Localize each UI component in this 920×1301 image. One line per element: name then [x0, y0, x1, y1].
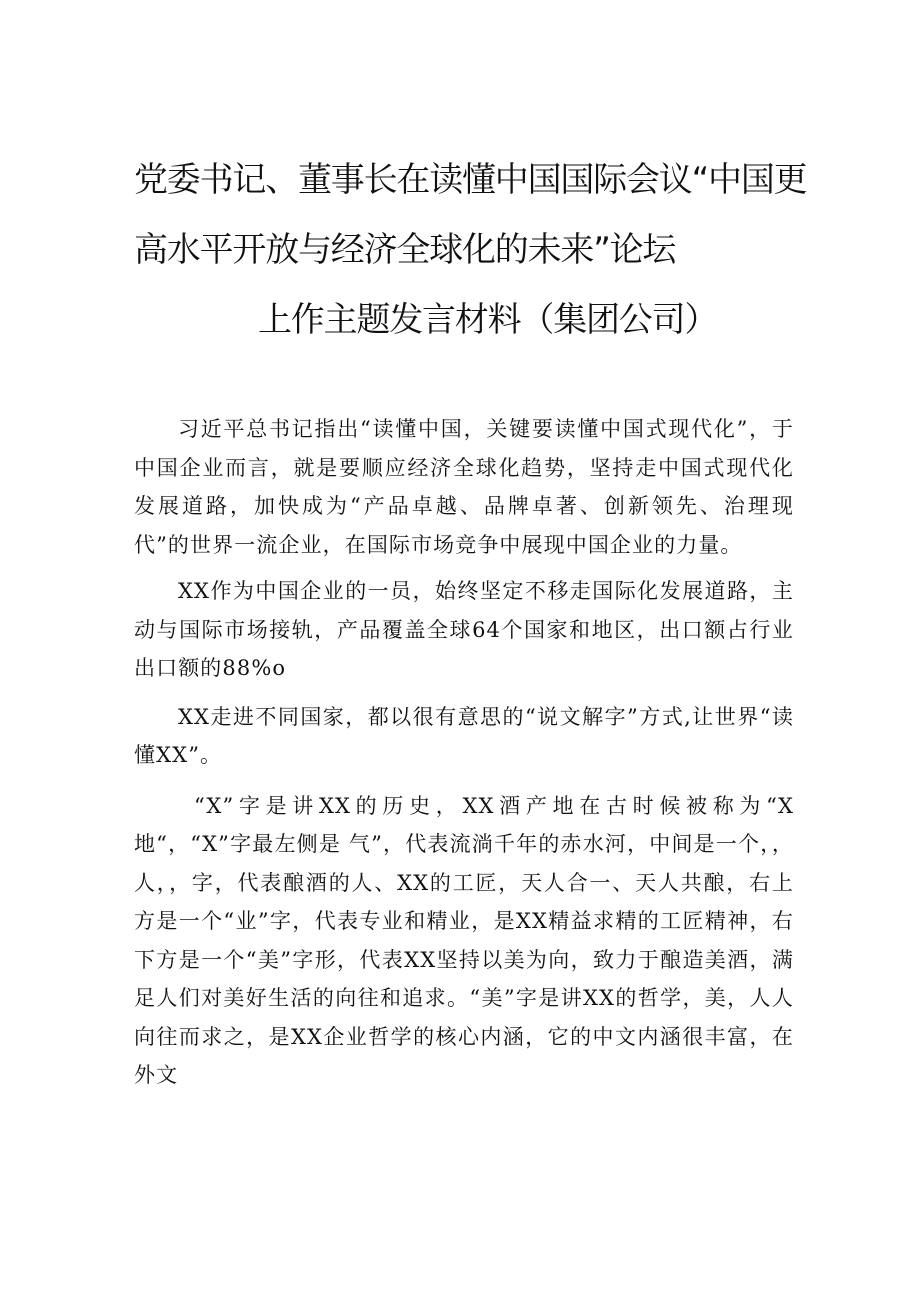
paragraph-2: XX作为中国企业的一员，始终坚定不移走国际化发展道路，主动与国际市场接轨，产品覆盖全球64个国家和地区，出口额占行业出口额的88%o	[134, 579, 794, 680]
document-body	[134, 410, 794, 1095]
paragraph-3: XX走进不同国家，都以很有意思的“说文解字”方式,让世界“读懂XX”。	[134, 704, 794, 767]
paragraph-1: 习近平总书记指出“读懂中国，关键要读懂中国式现代化”，于中国企业而言，就是要顺应经济全球化趋势，坚持走中国式现代化发展道路，加快成为“产品卓越、品牌卓著、创新领先、治理现代”的世界一流企业，在国际市场竞争中展现中国企业的力量。	[134, 417, 794, 557]
title-line-3: 上作主题发言材料（集团公司）	[258, 300, 718, 340]
title-line-1: 党委书记、董事长在读懂中国国际会议“中国更	[134, 160, 807, 200]
title-line-2: 高水平开放与经济全球化的未来”论坛	[134, 230, 676, 270]
paragraph-4: “X”字是讲XX的历史，XX酒产地在古时候被称为“X地“，“X”字最左侧是 气”，代表流淌千年的赤水河，中间是一个，，人，，字，代表酿酒的人、XX的工匠，天人合一、天人共酿，右上方是一个“业”字，代表专业和精业，是XX精益求精的工匠精神，右下方是一个“美”字形，代表XX坚持以美为向，致力于酿造美酒，满足人们对美好生活的向往和追求。“美”字是讲XX的哲学，美，人人向往而求之，是XX企业哲学的核心内涵，它的中文内涵很丰富，在外文	[134, 793, 794, 1087]
